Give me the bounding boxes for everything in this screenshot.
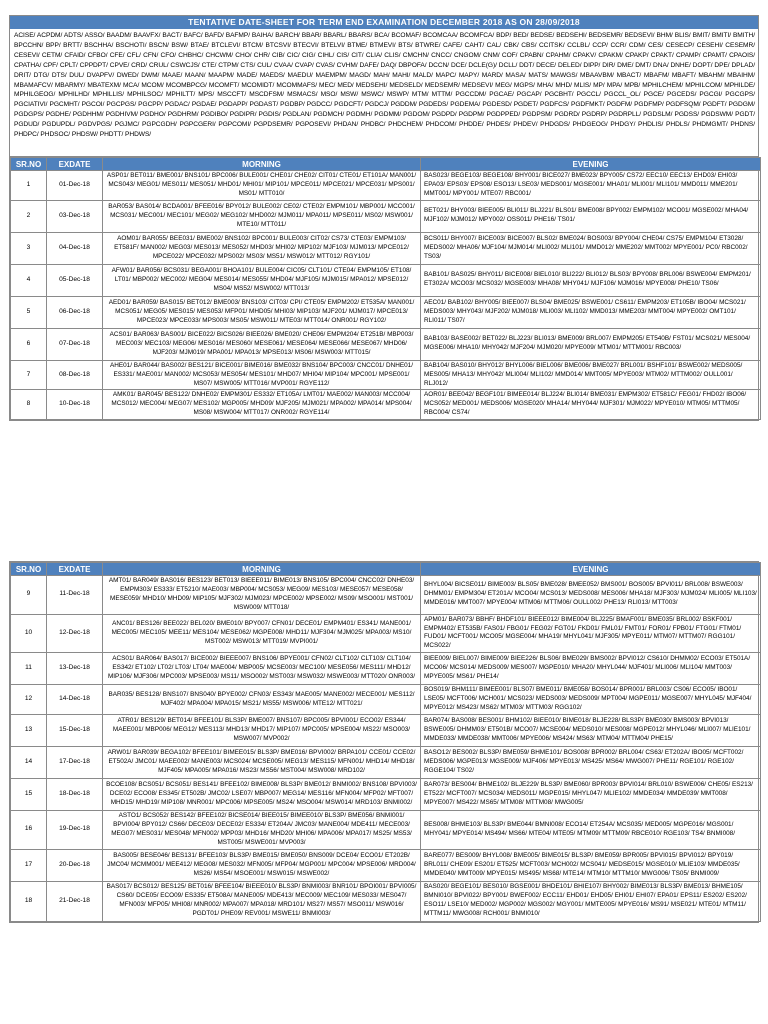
exam-date-cell: 14-Dec-18 (47, 685, 103, 715)
evening-papers-cell: BES008/ BHME103/ BLS3P/ BME044/ BMNI008/ ECO14/ ET254A/ MCS035/ MED005/ MGPE016/ MGS001/ MHY041/ MPYE014/ MS494/ MS66/ MTE04/ MTE05/ MTM09/ MTTM09/ RBCE010/ RGE103/ TS4/ BNMI008/ (421, 810, 761, 849)
sr-no-cell: 6 (11, 328, 47, 360)
header-morning: MORNING (103, 563, 421, 576)
table-row (11, 360, 761, 390)
evening-papers-cell: BAS023/ BEGE103/ BEGE108/ BHY001/ BICE027/ BME023/ BPY005/ CS72/ EEC10/ EEC13/ EHD03/ EHI03/ EPA03/ EPS03/ EPS08/ ESO13/ LSE03/ MEDS001/ MGSE001/ MHA01/ MLI001/ MLI101/ MMD011/ MME201/ MMT001/ MPY001/ MTE07/ RBC001/ (421, 171, 761, 201)
exam-date-cell: 19-Dec-18 (47, 810, 103, 849)
morning-papers-cell: ARW01/ BAR039/ BEGA102/ BFEE101/ BIMEE015/ BLS3P/ BME016/ BPVI002/ BRPA101/ CCE01/ CCE02/ ET502A/ JMC01/ MAEE002/ MANE003/ MCS024/ MCSE005/ MEG13/ MES115/ MFN001/ MHD14/ MHD18/ MJF405/ MPA005/ MPA016/ MS23/ MS56/ MST004/ MSW008/ MRD102/ (103, 746, 421, 778)
sr-no-cell: 17 (11, 849, 47, 881)
exam-date-cell: 17-Dec-18 (47, 746, 103, 778)
evening-papers-cell: BHYL004/ BICSE011/ BIME003/ BLS05/ BME028/ BMEE052/ BMS001/ BOS005/ BPVI011/ BRL008/ BSWE003/ DHMM01/ EMPM304/ ET201A/ MCO04/ MCS013/ MEDS008/ MES006/ MHA18/ MJF303/ MJM024/ MLI005/ MLI103/ MMDE016/ MMT007/ MPYE004/ MTM06/ MTTM06/ OULL002/ PHE13/ RLI013/ MTT003/ (421, 576, 761, 615)
table-row (11, 810, 761, 849)
table-row (11, 200, 761, 232)
exam-date-cell: 21-Dec-18 (47, 881, 103, 921)
table-row (11, 653, 761, 685)
exam-date-cell: 04-Dec-18 (47, 232, 103, 264)
morning-papers-cell: AMK01/ BAR045/ BES122/ DNHE02/ EMPM301/ ES332/ ET105A/ LMT01/ MAE002/ MAN003/ MCC004/ MCS012/ MEC004/ MEG07/ MES102/ MGP005/ MHD09/ MJF205/ MJM021/ MPA002/ MPA014/ MPS004/ MS08/ MSW004/ MTT017/ ONR002/ RGYE114/ (103, 390, 421, 420)
morning-papers-cell: AFW01/ BAR056/ BCS031/ BEGA001/ BHOA101/ BULE004/ CIC05/ CLT101/ CTE04/ EMPM105/ ET108/ LT01/ MBP002/ MEC002/ MEG04/ MES014/ MES055/ MHD04/ MJF105/ MJM015/ MPA012/ MPSE012/ MS04/ MS52/ MSW002/ MTT013/ (103, 264, 421, 296)
sr-no-cell: 9 (11, 576, 47, 615)
exam-date-cell: 06-Dec-18 (47, 296, 103, 328)
header-srno: SR.NO (11, 158, 47, 171)
sr-no-cell: 14 (11, 746, 47, 778)
evening-papers-cell: BAB101/ BAS025/ BHY011/ BICE008/ BIEL010/ BLI222/ BLI012/ BLS03/ BPY008/ BRL006/ BSWE004/ EMPM201/ ET302A/ MCO03/ MCS032/ MGSE003/ MHA08/ MHY041/ MJF106/ MJM016/ MPYE008/ PHE10/ TS06/ (421, 264, 761, 296)
exam-date-cell: 07-Dec-18 (47, 328, 103, 360)
evening-papers-cell: BOS019/ BHM111/ BIMEE001/ BLS07/ BME011/ BME058/ BOS014/ BPR001/ BRL003/ CS06/ ECO05/ IBO01/ LSE05/ MCFT006/ MCH001/ MCS023/ MEDS003/ MEDS009/ MPT004/ MGPE011/ MGSE007/ MHYL045/ MJF404/ MPYE012/ MS423/ MS62/ MTM03/ MTTM03/ RGG102/ (421, 685, 761, 715)
exam-date-cell: 18-Dec-18 (47, 778, 103, 810)
exam-date-cell: 05-Dec-18 (47, 264, 103, 296)
table-row (11, 685, 761, 715)
table-row (11, 881, 761, 921)
morning-papers-cell: BAR035/ BES128/ BNS107/ BNS040/ BPYE002/ CFN03/ ES343/ MAE005/ MANE002/ MECE001/ MES112/ MJF402/ MPA004/ MPA015/ MS21/ MS55/ MSW006/ MTE12/ MTT021/ (103, 685, 421, 715)
evening-papers-cell: BARE077/ BES009/ BHYL008/ BME005/ BIME015/ BLS3P/ BME059/ BPR005/ BPVI015/ BPVI012/ BPY019/ BRL011/ CHE09/ ES201/ ET525/ MCFT003/ MCH002/ MCS041/ MEDSE015/ MGSE010/ MLIE103/ MMDE035/ MMDE040/ MMT009/ MPYE015/ MS495/ MS68/ MTE14/ MTM10/ MTTM10/ MWG006/ TS05/ BNMI009/ (421, 849, 761, 881)
header-exdate: EXDATE (47, 158, 103, 171)
sr-no-cell: 18 (11, 881, 47, 921)
morning-papers-cell: BCOE108/ BCS051/ BCS051/ BES141/ BFEE102/ BIME008/ BLS3P/ BME012/ BNMI002/ BNS108/ BPVI003/ DCE02/ ECO08/ ES345/ ET502B/ JMC02/ LSE07/ MBP007/ MEG14/ MES116/ MFN004/ MFP02/ MFT007/ MHD15/ MHD19/ MIP108/ MNR001/ MPC006/ MPSE005/ MS24/ MSO004/ MSW014/ MRD103/ BNMI002/ (103, 778, 421, 810)
schedule-table-2 (10, 562, 761, 922)
header-morning: MORNING (103, 158, 421, 171)
evening-papers-cell: BAR074/ BAS008/ BES001/ BHM102/ BIEE010/ BIME018/ BLJE228/ BLS3P/ BME030/ BMS003/ BPVI013/ BSWE005/ DHMM03/ ET501B/ MCO07/ MCSE004/ MEDS010/ MES008/ MGPE012/ MHYL046/ MLI007/ MLIE101/ MMDE033/ MMDE038/ MMT006/ MPYE006/ MS424/ MS63/ MTM04/ MTTM04/ PHE15/ (421, 714, 761, 746)
evening-papers-cell: BIEE009/ BIEL007/ BIME009/ BIEE226/ BLS06/ BME029/ BMS002/ BPVI012/ CS610/ DHMM02/ ECO03/ ET501A/ MCO06/ MCS014/ MEDS009/ MES007/ MGPE010/ MHA20/ MHYL044/ MJF401/ MLI006/ MLI104/ MMT003/ MPYE005/ MS61/ PHE14/ (421, 653, 761, 685)
evening-papers-cell: BAB103/ BASE002/ BET022/ BLJ223/ BLI013/ BME009/ BRL007/ EMPM205/ ET540B/ FST01/ MCS021/ MES004/ MGSE006/ MHA10/ MHY042/ MJF204/ MJM020/ MPYE009/ MTM01/ MTTM001/ RBC003/ (421, 328, 761, 360)
morning-papers-cell: AHE01/ BAR044/ BAS002/ BES121/ BICE001/ BIME016/ BME032/ BNS104/ BPC003/ CNCC01/ DNHE01/ ES331/ MAE001/ MAN002/ MCS053/ MES054/ MES101/ MHD07/ MHI04/ MIP104/ MPC001/ MPSE001/ MS07/ MSW005/ MTT016/ MVP001/ RGYE112/ (103, 360, 421, 390)
exam-date-cell: 08-Dec-18 (47, 360, 103, 390)
header-evening: EVENING (421, 158, 761, 171)
morning-papers-cell: BAS017/ BCS012/ BES125/ BET016/ BFEE104/ BIEEE010/ BLS3P/ BNMI003/ BNR101/ BPOI001/ BPVI005/ CS60/ DCE05/ ECO09/ ES335/ ET508A/ MANE005/ MDE413/ MEC009/ MEC109/ MES033/ MES047/ MFN003/ MFP05/ MHI08/ MNR002/ MPA007/ MPA018/ MRD101/ MS27/ MS57/ MSO011/ MSW016/ PGDT01/ PHE09/ REV001/ MSWE11/ BNMI003/ (103, 881, 421, 921)
evening-papers-cell: APM01/ BAR073/ BBHF/ BHDF101/ BIEEE012/ BIME004/ BLJ225/ BMAF001/ BME035/ BRL002/ BSKF001/ EMPM402/ ET535B/ FAS01/ FBG01/ FEG02/ FGT01/ FKD01/ FML01/ FMT01/ FOR01/ FPB01/ FTG01/ FTM01/ FUD01/ MCFT001/ MCO05/ MGSE004/ MHA19/ MHYL041/ MJF305/ MPYE011/ MTM07/ MTTM07/ RGG101/ MCS022/ (421, 614, 761, 653)
evening-papers-cell: BAS020/ BEGE101/ BES010/ BGSE001/ BHDE101/ BHIE107/ BHY002/ BIME013/ BLS3P/ BME013/ BHME105/ BMNI010/ BPVI022/ BPY001/ BWEF002/ ECC11/ EHD01/ EHD05/ EHI01/ EHI07/ EPA01/ EPS11/ ES202/ ES202/ ESO11/ LSE10/ MED002/ MGP002/ MGS002/ MGY001/ MMTE005/ MPYE016/ MS91/ MSE021/ MTE01/ MTM11/ MTTM11/ MWG008/ RCH001/ BNMI010/ (421, 881, 761, 921)
evening-papers-cell: BASO12/ BES002/ BLS3P/ BME059/ BHME101/ BOS008/ BPR002/ BRL004/ CS63/ ET202A/ IBO05/ MCFT002/ MEDS006/ MGPE013/ MGSE009/ MJF406/ MPYE013/ MS425/ MS64/ MWG007/ PHE11/ RGE101/ RGE102/ RGGE104/ TS02/ (421, 746, 761, 778)
header-evening: EVENING (421, 563, 761, 576)
exam-date-cell: 20-Dec-18 (47, 849, 103, 881)
table-row (11, 576, 761, 615)
datesheet-title: TENTATIVE DATE-SHEET FOR TERM END EXAMINATION DECEMBER 2018 AS ON 28/09/2018 (10, 16, 758, 29)
evening-papers-cell: AEC01/ BAB102/ BHY005/ BIEE007/ BLS04/ BME025/ BSWE001/ CS611/ EMPM203/ ET105B/ IBO04/ MCS021/ MEDS003/ MHY043/ MJF202/ MJM018/ MLI003/ MLI102/ MMD013/ MME203/ MMT004/ MPYE002/ OMT101/ RLI011/ TS07/ (421, 296, 761, 328)
table-row (11, 232, 761, 264)
sr-no-cell: 7 (11, 360, 47, 390)
morning-papers-cell: ATR01/ BES129/ BET014/ BFEE101/ BLS3P/ BME007/ BNS107/ BPC005/ BPVI001/ ECO02/ ES344/ MAEE001/ MBP006/ MEG12/ MES113/ MHD13/ MHD17/ MIP107/ MPC005/ MPSE004/ MS22/ MSO003/ MSW007/ MVP002/ (103, 714, 421, 746)
table-row (11, 746, 761, 778)
sr-no-cell: 15 (11, 778, 47, 810)
morning-papers-cell: ANC01/ BES126/ BEE022/ BEL020/ BME010/ BPY007/ CFN01/ DECE01/ EMPM401/ ES341/ MANE001/ MEC005/ MEC105/ MEE11/ MES104/ MESE062/ MGPE008/ MHD11/ MJF304/ MJM025/ MPA003/ MS10/ MST002/ MSW013/ MTT019/ MVPI001/ (103, 614, 421, 653)
sr-no-cell: 1 (11, 171, 47, 201)
sr-no-cell: 8 (11, 390, 47, 420)
morning-papers-cell: ASP01/ BET011/ BME001/ BNS101/ BPC006/ BULE001/ CHE01/ CHE02/ CIT01/ CTE01/ ET101A/ MAN001/ MCS043/ MEG01/ MES011/ MES051/ MHD01/ MHI01/ MIP101/ MPCE011/ MPCE021/ MPCE031/ MPS001/ MS01/ MTT010/ (103, 171, 421, 201)
evening-papers-cell: BAR073/ BES004/ BHME102/ BLJE229/ BLS3P/ BME060/ BPR003/ BPVI014/ BRL010/ BSWE006/ CHE05/ ES213/ ET522/ MCFT007/ MCS034/ MEDS011/ MGPE015/ MHYL047/ MLIE102/ MMDE034/ MMDE039/ MMT008/ MPYE007/ MS422/ MS65/ MTM08/ MTTM08/ MWG005/ (421, 778, 761, 810)
table-header-row (11, 158, 761, 171)
header-srno: SR.NO (11, 563, 47, 576)
exam-date-cell: 01-Dec-18 (47, 171, 103, 201)
sr-no-cell: 5 (11, 296, 47, 328)
evening-papers-cell: BAB104/ BAS010/ BHY012/ BHYL006/ BIEL006/ BME006/ BME027/ BRL001/ BSHF101/ BSWE002/ MEDS005/ MES005/ MHA13/ MHY042/ MLI004/ MLI102/ MMD014/ MMT005/ MPYE003/ MTM02/ MTTM002/ OULL001/ RLJ012/ (421, 360, 761, 390)
evening-papers-cell: BET021/ BHY003/ BIEE005/ BLI011/ BLJ221/ BLS01/ BME008/ BPY002/ EMPM102/ MCO01/ MGSE002/ MHA04/ MJF102/ MJM012/ MPY002/ OSS011/ PHE16/ TS01/ (421, 200, 761, 232)
sr-no-cell: 3 (11, 232, 47, 264)
evening-papers-cell: AOR01/ BEE042/ BEGF101/ BIMEE014/ BLJ224/ BLI014/ BME031/ EMPM302/ ET581C/ FEG01/ FHD02/ IBO06/ MCS052/ MED001/ MEDS006/ MGSE020/ MHA14/ MHY044/ MJF301/ MJM022/ MPYE010/ MTM05/ MTTM05/ RBC004/ CS74/ (421, 390, 761, 420)
table-row (11, 171, 761, 201)
morning-papers-cell: BAR053/ BAS014/ BCDA001/ BFEE016/ BPY012/ BULE002/ CE02/ CTE02/ EMPM101/ MBP001/ MCC001/ MCS031/ MEC001/ MEC101/ MEG02/ MEG102/ MHD002/ MJM011/ MPA011/ MPSE011/ MS02/ MSW001/ MTE10/ MTT011/ (103, 200, 421, 232)
table-row (11, 778, 761, 810)
table-row (11, 849, 761, 881)
sr-no-cell: 12 (11, 685, 47, 715)
morning-papers-cell: ASTO1/ BCS052/ BES142/ BFEE102/ BICSE014/ BIEE015/ BIMEE010/ BLS3P/ BME056/ BNMI001/ BPVI004/ BPY012/ CS66/ DECE03/ DECE02/ ES334/ ET204A/ JMC03/ MANE004/ MDE411/ MECE003/ MEG07/ MES031/ MES048/ MFN002/ MPP03/ MHD16/ MHD20/ MHI06/ MPA006/ MPA017/ MS25/ MS53/ MST005/ MSWE001/ MVP003/ (103, 810, 421, 849)
sr-no-cell: 10 (11, 614, 47, 653)
table-row (11, 296, 761, 328)
sr-no-cell: 4 (11, 264, 47, 296)
exam-date-cell: 13-Dec-18 (47, 653, 103, 685)
course-list: ACISE/ ACPDM/ ADTS/ ASSO/ BAADM/ BAAVFX/ BACT/ BAFC/ BAFD/ BAFMP/ BAIHA/ BARCH/ BBAR/ BBARL/ BBARS/ BCA/ BCOMAF/ BCOMCAA/ BCOMFCA/ BDP/ BED/ BEDSE/ BEDSEHI/ BEDSEMR/ BEDSEVI/ BHM/ BLIS/ BMIT/ BMITI/ BMITH/ BPCCHN/ BPP/ BRTT/ BSCHHA/ BSCHOTI/ BSCN/ BSW/ BTAE/ BTCLEVI/ BTCM/ BTCSVI/ BTECVI/ BTELVI/ BTME/ BTMEVI/ BTS/ BTWRE/ CAFE/ CAHT/ CAL/ CBK/ CBS/ CCITSK/ CCLBL/ CCP/ CCR/ CDM/ CES/ CESECP/ CESEHI/ CESEMR/ CESEVI/ CETM/ CFAID/ CFBO/ CFE/ CFL/ CFN/ CFO/ CHBHC/ CHCWM/ CHO/ CHR/ CIB/ CIC/ CIG/ CIHL/ CIS/ CIT/ CLIA/ CLIS/ CMCHN/ CNCC/ CNGOM/ CNM/ COF/ CPABN/ CPAHM/ CPAKV/ CPAKM/ CPAKP/ CPAKT/ CPAMP/ CPAMT/ CPAOIS/ CPATHA/ CPF/ CPLT/ CPPDPT/ CPVE/ CRD/ CRUL/ CSWCJS/ CTE/ CTPM/ CTS/ CUL/ CVAA/ CVAP/ CVAS/ CVHM/ DAFE/ DAQ/ DBPOFA/ DCCN/ DCE/ DCLE(G)/ DCLL/ DDT/ DECE/ DELED/ DIPP/ DIR/ DME/ DMT/ DNA/ DNHE/ DOPT/ DPE/ DPLAD/ DRIT/ DTG/ DTS/ DUL/ DVAPFV/ DWED/ DWM/ MAAE/ MAAN/ MAAPM/ MADE/ MAEDS/ MAEDU/ MAEMPM/ MAGD/ MAH/ MAHI/ MALD/ MAPC/ MAPY/ MARD/ MASA/ MATS/ MAWGS/ MBAAVBM/ MBACT/ MBAFM/ MBAFT/ MBAHM/ MBAIHM/ MBAMAFCV/ MBARMY/ MBATEXM/ MCA/ MCOM/ MCOMBPCG/ MCOMFT/ MCOMIDT/ MCOMMAFS/ MEC/ MED/ MEDSEHI/ MEDSELD/ MEDSEMR/ MEDSEVI/ MEG/ MGPS/ MHA/ MHD/ MLIS/ MP/ MPA/ MPB/ MPHILCHEM/ MPHILCOM/ MPHILDE/ MPHILGEOG/ MPHILHD/ MPHILLIS/ MPHILSOC/ MPHILTT/ MPS/ MSCCFT/ MSCDFSM/ MSMACS/ MSO/ MSW/ MSWC/ MSWP/ MTM/ MTTM/ PGCCDM/ PGCAE/ PGCAP/ PGCBHT/ PGCCL/ PGCCL_OL/ PGCE/ PGCEDS/ PGCGI/ PGCGPS/ PGCIATIVI/ PGCMHT/ PGCOI/ PGCPGS/ PGCPP/ PGDAC/ PGDAE/ PGDAPP/ PGDAST/ PGDBP/ PGDCC/ PGDCFT/ PGDCJ/ PGDDM/ PGDEDS/ PGDEMA/ PGDESD/ PGDET/ PGDFCS/ PGDFMKT/ PGDFM/ PGDFMP/ PGDFSQM/ PGDFT/ PGDGM/ PGDGPS/ PGDHE/ PGDHHM/ PGDHIVM/ PGDHO/ PGDHRM/ PGDIBO/ PGDIPR/ PGDIS/ PGDLAN/ PGDMCH/ PGDMH/ PGDMM/ PGDOM/ PGDPD/ PGDPM/ PGDPPED/ PGDPSM/ PGDRD/ PGDRP/ PGDRPLL/ PGDSLM/ PGDSS/ PGDSWM/ PGDT/ PGDUD/ PGDUPDL/ PGDVPGS/ PGJMC/ PGPCGDH/ PGPCGERI/ PGPCOMI/ PGPDSEMR/ PGPOSEVI/ PHDAN/ PHDBC/ PHDCHEM/ PHDCOM/ PHDDE/ PHDES/ PHDEV/ PHDGDS/ PHDGEOG/ PHDGY/ PHDLIS/ PHDLS/ PHDMGMT/ PHDNS/ PHDPC/ PHDSOC/ PHDSW/ PHDTT/ PHDWS/ (10, 29, 758, 157)
table-row (11, 614, 761, 653)
sr-no-cell: 11 (11, 653, 47, 685)
datesheet-page-1 (9, 15, 759, 421)
table-header-row (11, 563, 761, 576)
morning-papers-cell: ACS01/ BAR064/ BAS017/ BICE002/ BIEEE007/ BNS106/ BPYE001/ CFN02/ CLT102/ CLT103/ CLT104/ ES342/ ET102/ LT02/ LT03/ LT04/ MAE004/ MBP005/ MCSE003/ MEC100/ MESE056/ MES111/ MHD12/ MIP106/ MJF306/ MPC003/ MPSE003/ MS11/ MSO002/ MST003/ MSW032/ MSWE003/ MTT020/ ONR003/ (103, 653, 421, 685)
table-row (11, 328, 761, 360)
exam-date-cell: 03-Dec-18 (47, 200, 103, 232)
morning-papers-cell: AED01/ BAR059/ BAS015/ BET012/ BME003/ BNS103/ CIT03/ CPI/ CTE05/ EMPM202/ ET535A/ MAN001/ MCS051/ MEG05/ MES015/ MES053/ MFP01/ MHD05/ MHI03/ MIP103/ MJF201/ MJM017/ MPCE013/ MPCE023/ MPCE033/ MPS003/ MS05/ MSW011/ MTE03/ MTT014/ ONR001/ RGY102/ (103, 296, 421, 328)
table-row (11, 714, 761, 746)
sr-no-cell: 16 (11, 810, 47, 849)
exam-date-cell: 11-Dec-18 (47, 576, 103, 615)
table-row (11, 390, 761, 420)
exam-date-cell: 12-Dec-18 (47, 614, 103, 653)
header-exdate: EXDATE (47, 563, 103, 576)
sr-no-cell: 2 (11, 200, 47, 232)
table-row (11, 264, 761, 296)
morning-papers-cell: AMT01/ BAR049/ BAS016/ BES123/ BET013/ BIEEE011/ BIME013/ BNS105/ BPC004/ CNCC02/ DNHE03/ EMPM303/ ES333/ ET5210/ MAE003/ MBP004/ MCS053/ MEG09/ MES103/ MESE057/ MESE058/ MESE059/ MHD10/ MHD09/ MIP105/ MJF302/ MJM023/ MPCE002/ MPSE002/ MS09/ MSO001/ MST001/ MSW009/ MTT018/ (103, 576, 421, 615)
exam-date-cell: 15-Dec-18 (47, 714, 103, 746)
exam-date-cell: 10-Dec-18 (47, 390, 103, 420)
sr-no-cell: 13 (11, 714, 47, 746)
morning-papers-cell: AOM01/ BAR055/ BEE031/ BME002/ BNS102/ BPC001/ BULE003/ CIT02/ CS73/ CTE03/ EMPM103/ ET581F/ MAN002/ MEG03/ MES013/ MES052/ MHD03/ MHI02/ MIP102/ MJF103/ MJM013/ MPCE012/ MPCE022/ MPCE032/ MPS002/ MS03/ MS51/ MSW012/ MTT012/ RGY101/ (103, 232, 421, 264)
schedule-table-1 (10, 157, 761, 420)
morning-papers-cell: BAS005/ BESE046/ BES131/ BFEE103/ BLS3P/ BME015/ BME050/ BNS009/ DCE04/ ECO01/ ET202B/ JMC04/ MCMM001/ MEE412/ MEG08/ MES032/ MFN005/ MFP04/ MGP001/ MPC004/ MPSE006/ MRD004/ MS26/ MS54/ MSOE001/ MSW015/ MSWE002/ (103, 849, 421, 881)
morning-papers-cell: ACS01/ BAR063/ BAS001/ BICE022/ BICS026/ BIEE026/ BME020/ CHE06/ EMPM204/ ET251B/ MBP003/ MEC003/ MEC103/ MEG06/ MES016/ MES060/ MESE061/ MESE064/ MESE066/ MESE067/ MHD06/ MJF203/ MJM019/ MPA001/ MPA013/ MPSE013/ MS06/ MSW003/ MTT015/ (103, 328, 421, 360)
evening-papers-cell: BCS011/ BHY007/ BICE003/ BICE007/ BLS02/ BME024/ BOS003/ BPY004/ CHE04/ CS75/ EMPM104/ ET3028/ MEDS002/ MHA06/ MJF104/ MJM014/ MLI002/ MLI101/ MMD012/ MME202/ MMT002/ MPYE001/ PC0/ RBC002/ TS03/ (421, 232, 761, 264)
datesheet-page-2 (9, 561, 759, 923)
